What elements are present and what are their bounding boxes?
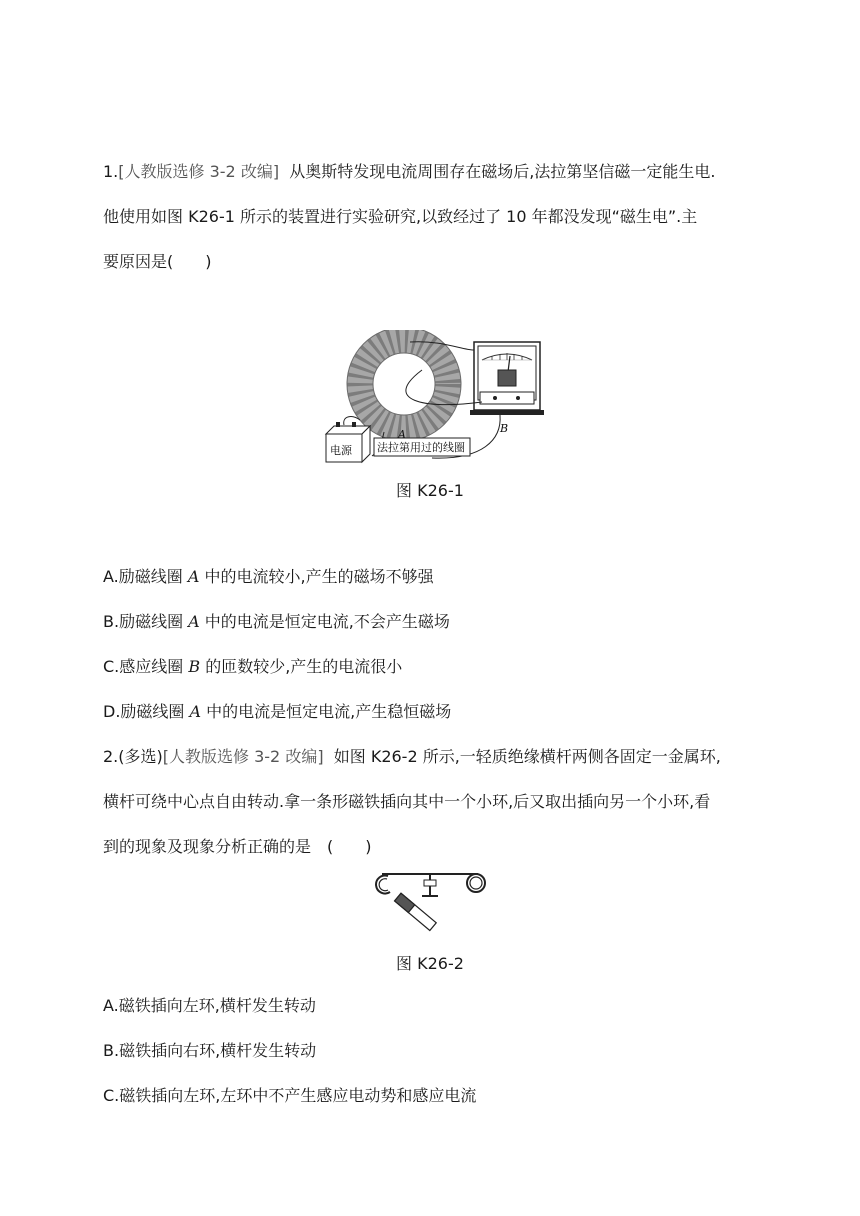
q1-source: [人教版选修 3-2 改编] [118,162,280,181]
label-power-supply: 电源 [330,444,352,457]
figure-k26-1-caption: 图 K26-1 [396,481,464,500]
q1-option-c-pre: C.感应线圈 [103,657,189,676]
q1-option-d-var: A [189,702,202,721]
q2-stem-text1: 如图 K26-2 所示,一轻质绝缘横杆两侧各固定一金属环, [333,747,721,766]
q1-number: 1. [103,162,119,181]
q1-option-b-pre: B.励磁线圈 [103,612,189,631]
figure-k26-1 [322,330,550,464]
label-coil-a: A [398,428,406,441]
q2-option-a: A.磁铁插向左环,横杆发生转动 [103,996,316,1015]
q1-option-a [103,567,434,587]
q1-stem-line3: 要原因是( ) [103,252,212,271]
q1-stem-line1 [103,162,715,182]
figure-k26-2-caption: 图 K26-2 [396,954,464,973]
q1-stem-text1: 从奥斯特发现电流周围存在磁场后,法拉第坚信磁一定能生电. [289,162,716,181]
q1-option-b-var: A [188,612,200,631]
q1-option-a-post: 中的电流较小,产生的磁场不够强 [199,567,434,586]
q1-stem-line2: 他使用如图 K26-1 所示的装置进行实验研究,以致经过了 10 年都没发现“磁生电”.主 [103,207,698,226]
q1-option-a-pre: A.励磁线圈 [103,567,188,586]
galvanometer-drawing [470,342,544,415]
q1-option-c-post: 的匝数较少,产生的电流很小 [200,657,403,676]
q2-stem-line1 [103,747,721,767]
q1-option-c [103,657,402,677]
label-coil-b: B [500,422,509,435]
toroid-coil-drawing [347,330,461,441]
q1-option-d-post: 中的电流是恒定电流,产生稳恒磁场 [201,702,452,721]
q1-option-d [103,702,451,722]
q2-stem-line2: 横杆可绕中心点自由转动.拿一条形磁铁插向其中一个小环,后又取出插向另一个小环,看 [103,792,711,811]
q2-option-c: C.磁铁插向左环,左环中不产生感应电动势和感应电流 [103,1086,477,1105]
q1-option-a-var: A [187,567,200,586]
q1-option-c-var: B [188,657,201,676]
bar-magnet-drawing [395,893,437,930]
q2-stem-line3: 到的现象及现象分析正确的是 ( ) [103,837,372,856]
q1-option-d-pre: D.励磁线圈 [103,702,190,721]
q1-option-b-post: 中的电流是恒定电流,不会产生磁场 [199,612,450,631]
q2-option-b: B.磁铁插向右环,横杆发生转动 [103,1041,317,1060]
q1-option-b [103,612,450,632]
q2-number: 2.(多选) [103,747,163,766]
figure-k26-2 [368,866,492,936]
label-faraday-coil: 法拉第用过的线圈 [377,441,465,454]
q2-source: [人教版选修 3-2 改编] [162,747,324,766]
